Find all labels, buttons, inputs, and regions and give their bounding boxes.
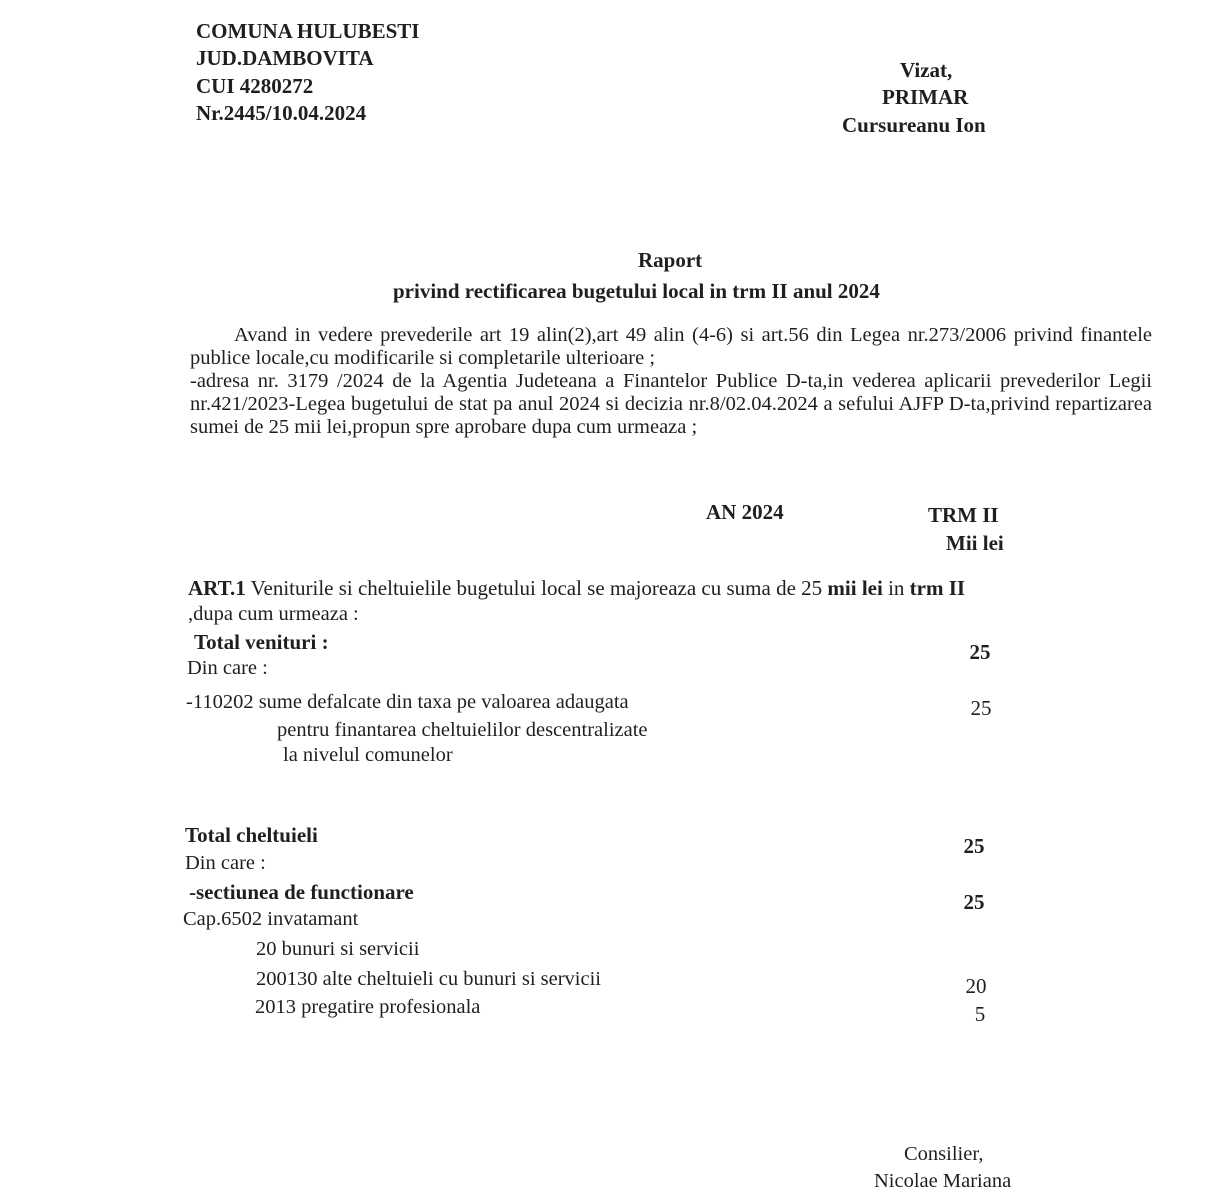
revenue-item-line-2: pentru finantarea cheltuielilor descentralizate (277, 719, 648, 741)
intro-paragraph-2: -adresa nr. 3179 /2024 de la Agentia Judeteana a Finantelor Publice D-ta,in vederea aplicarii prevederilor Legii nr.421/2023-Legea bugetului de stat pa anul 2024 si decizia nr.8/02.04.2024 a sefului AJFP D-ta,privind repartizarea sumei de 25 mii lei,propun spre aprobare dupa cum urmeaza ; (190, 370, 1152, 438)
expense-item-2-value: 5 (974, 1002, 986, 1026)
approval-name: Cursureanu Ion (842, 113, 986, 137)
article-text-b: mii lei (827, 576, 883, 600)
report-subtitle: privind rectificarea bugetului local in trm II anul 2024 (393, 279, 880, 303)
signature-role: Consilier, (904, 1143, 984, 1165)
expenses-goods: 20 bunuri si servicii (256, 938, 420, 960)
column-quarter: TRM II (928, 503, 999, 527)
institution-county: JUD.DAMBOVITA (196, 46, 374, 70)
revenues-total-label: Total venituri : (194, 630, 329, 654)
expenses-total-value: 25 (963, 834, 985, 858)
expenses-section-label: -sectiunea de functionare (189, 880, 414, 904)
revenue-item-line-3: la nivelul comunelor (283, 744, 453, 766)
intro-paragraph-1: Avand in vedere prevederile art 19 alin(2),art 49 alin (4-6) si art.56 din Legea nr.273/2006 privind finantele publice locale,cu modificarile si completarile ulterioare ; (190, 324, 1152, 369)
report-title: Raport (638, 248, 703, 272)
institution-name: COMUNA HULUBESTI (196, 19, 420, 43)
revenues-of-which: Din care : (187, 657, 268, 679)
revenue-item-line-1: -110202 sume defalcate din taxa pe valoarea adaugata (186, 691, 629, 713)
revenues-total-value: 25 (969, 640, 991, 664)
expenses-chapter: Cap.6502 invatamant (183, 908, 359, 930)
article-label: ART.1 (188, 576, 246, 600)
article-text-d: trm II (909, 576, 966, 600)
approval-role: PRIMAR (882, 85, 969, 109)
expense-item-1-label: 200130 alte cheltuieli cu bunuri si servicii (256, 968, 601, 990)
institution-cui: CUI 4280272 (196, 74, 314, 98)
approval-vizat: Vizat, (900, 58, 953, 82)
expenses-total-label: Total cheltuieli (185, 823, 318, 847)
article-text-a: Veniturile si cheltuielile bugetului local se majoreaza cu suma de 25 (250, 576, 828, 600)
expenses-of-which: Din care : (185, 852, 266, 874)
expenses-section-value: 25 (963, 890, 985, 914)
intro-text (190, 324, 1152, 439)
expense-item-1-value: 20 (965, 974, 987, 998)
column-unit: Mii lei (946, 531, 1004, 555)
column-year: AN 2024 (706, 500, 784, 524)
expense-item-2-label: 2013 pregatire profesionala (255, 996, 481, 1018)
article-1-line-2: ,dupa cum urmeaza : (188, 603, 359, 625)
article-1-line (188, 576, 965, 600)
revenue-item-value: 25 (970, 696, 992, 720)
document-number: Nr.2445/10.04.2024 (196, 101, 367, 125)
signature-name: Nicolae Mariana (874, 1170, 1012, 1192)
article-text-c: in (882, 576, 910, 600)
